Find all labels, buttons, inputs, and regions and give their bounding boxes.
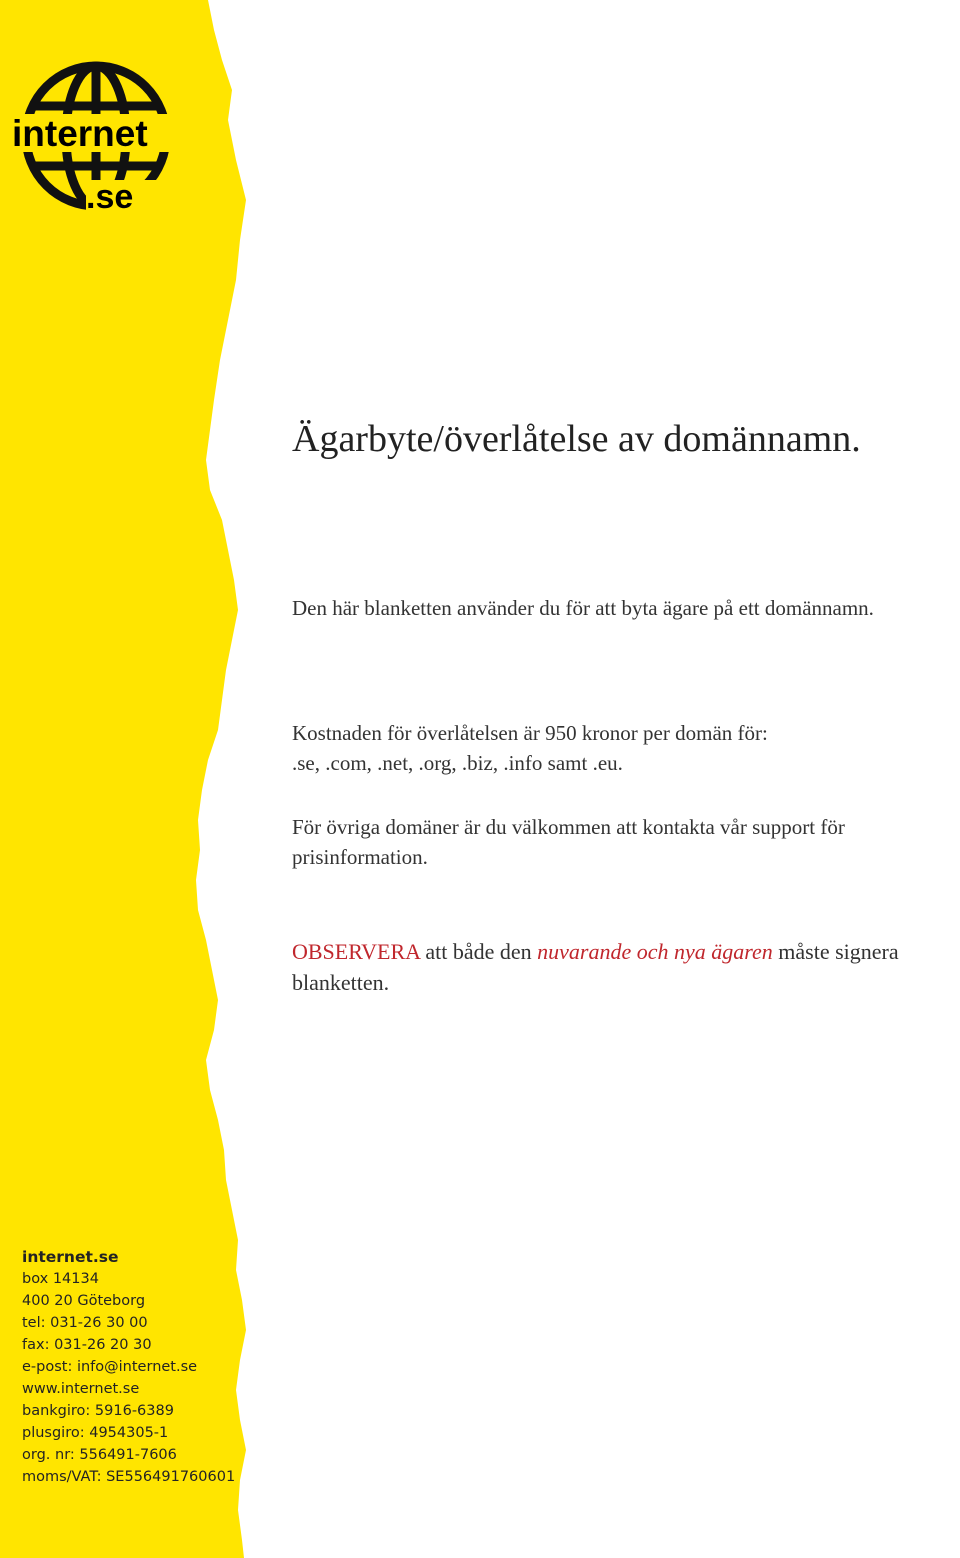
observe-label: OBSERVERA xyxy=(292,939,420,964)
contact-line: box 14134 xyxy=(22,1271,99,1287)
contact-line: bankgiro: 5916-6389 xyxy=(22,1403,174,1419)
page-title: Ägarbyte/överlåtelse av domännamn. xyxy=(292,418,861,460)
observe-emphasis: nuvarande och nya ägaren xyxy=(537,939,773,964)
contact-line: plusgiro: 4954305-1 xyxy=(22,1425,169,1441)
domain-list: .se, .com, .net, .org, .biz, .info samt .eu. xyxy=(292,751,623,775)
cost-paragraph xyxy=(292,718,952,778)
contact-block xyxy=(22,1246,262,1488)
observe-text: att både den xyxy=(419,939,538,964)
other-domains-paragraph: För övriga domäner är du välkommen att kontakta vår support för prisinformation. xyxy=(292,815,845,869)
contact-line: e-post: info@internet.se xyxy=(22,1359,198,1375)
cost-line: Kostnaden för överlåtelsen är 950 kronor per domän för: xyxy=(292,721,768,745)
observe-text-end: måste signera blanketten. xyxy=(292,939,899,995)
contact-company: internet.se xyxy=(22,1248,119,1266)
logo-word-tld: .se xyxy=(86,178,134,216)
logo-word-main: internet xyxy=(12,113,148,154)
contact-line: fax: 031-26 20 30 xyxy=(22,1337,152,1353)
intro-paragraph: Den här blanketten använder du för att byta ägare på ett domännamn. xyxy=(292,596,874,620)
contact-line: 400 20 Göteborg xyxy=(22,1293,146,1309)
internet-se-logo xyxy=(8,48,178,218)
contact-line: tel: 031-26 30 00 xyxy=(22,1315,148,1331)
observe-paragraph xyxy=(292,936,960,998)
contact-line: www.internet.se xyxy=(22,1381,140,1397)
contact-line: moms/VAT: SE556491760601 xyxy=(22,1469,236,1485)
contact-line: org. nr: 556491-7606 xyxy=(22,1447,177,1463)
